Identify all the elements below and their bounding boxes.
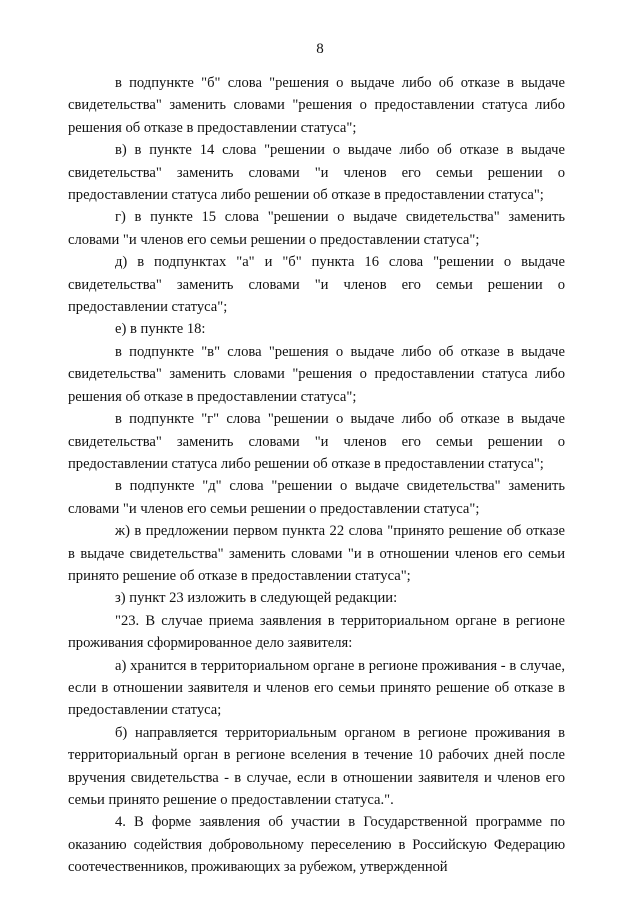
paragraph-subitem-d-amendment: в подпункте "д" слова "решении о выдаче свидетельства" заменить словами "и членов его семьи решении о предоставлении статуса";	[68, 478, 565, 517]
document-body	[68, 72, 565, 879]
page-number: 8	[316, 41, 324, 57]
paragraph-item-d: д) в подпунктах "а" и "б" пункта 16 слова "решении о выдаче свидетельства" заменить словами "и членов его семьи решении о предоставлении статуса";	[68, 254, 565, 316]
paragraph-item-zh: ж) в предложении первом пункта 22 слова "принято решение об отказе в выдаче свидетельства" заменить словами "и в отношении членов его семьи принято решение об отказе в предоставлении статуса";	[68, 523, 565, 584]
paragraph-point-23: "23. В случае приема заявления в территориальном органе в регионе проживания сформированное дело заявителя:	[68, 612, 565, 652]
paragraph-point-23-a: а) хранится в территориальном органе в регионе проживания - в случае, если в отношении заявителя и членов его семьи принято решение об отказе в предоставлении статуса;	[68, 657, 565, 719]
paragraph-item-v: в) в пункте 14 слова "решении о выдаче либо об отказе в выдаче свидетельства" заменить словами "и членов его семьи решении о предоставлении статуса либо решении об отказе в предоставлении статуса";	[68, 142, 565, 204]
paragraph-item-g: г) в пункте 15 слова "решении о выдаче свидетельства" заменить словами "и членов его семьи решении о предоставлении статуса";	[68, 209, 565, 248]
paragraph-section-4: 4. В форме заявления об участии в Государственной программе по оказанию содействия добровольному переселению в Российскую Федерацию соотечественников, проживающих за рубежом, утвержденной	[68, 814, 565, 876]
paragraph-item-z: з) пункт 23 изложить в следующей редакции:	[115, 590, 398, 607]
paragraph-subitem-v-amendment: в подпункте "в" слова "решения о выдаче либо об отказе в выдаче свидетельства" заменить словами "решения о предоставлении статуса либо решения об отказе в предоставлении статуса";	[68, 343, 565, 405]
paragraph-item-e: е) в пункте 18:	[115, 321, 206, 338]
paragraph-subitem-b-amendment: в подпункте "б" слова "решения о выдаче либо об отказе в выдаче свидетельства" заменить словами "решения о предоставлении статуса либо решения об отказе в предоставлении статуса";	[68, 75, 565, 136]
paragraph-point-23-b: б) направляется территориальным органом в регионе проживания в территориальный орган в регионе вселения в течение 10 рабочих дней после вручения свидетельства - в случае, если в отношении заявителя и членов его семьи принято решение о предоставлении статуса.".	[68, 724, 565, 808]
paragraph-subitem-g-amendment: в подпункте "г" слова "решении о выдаче либо об отказе в выдаче свидетельства" заменить словами "и членов его семьи решении о предоставлении статуса либо решении об отказе в предоставлении статуса";	[68, 411, 565, 472]
